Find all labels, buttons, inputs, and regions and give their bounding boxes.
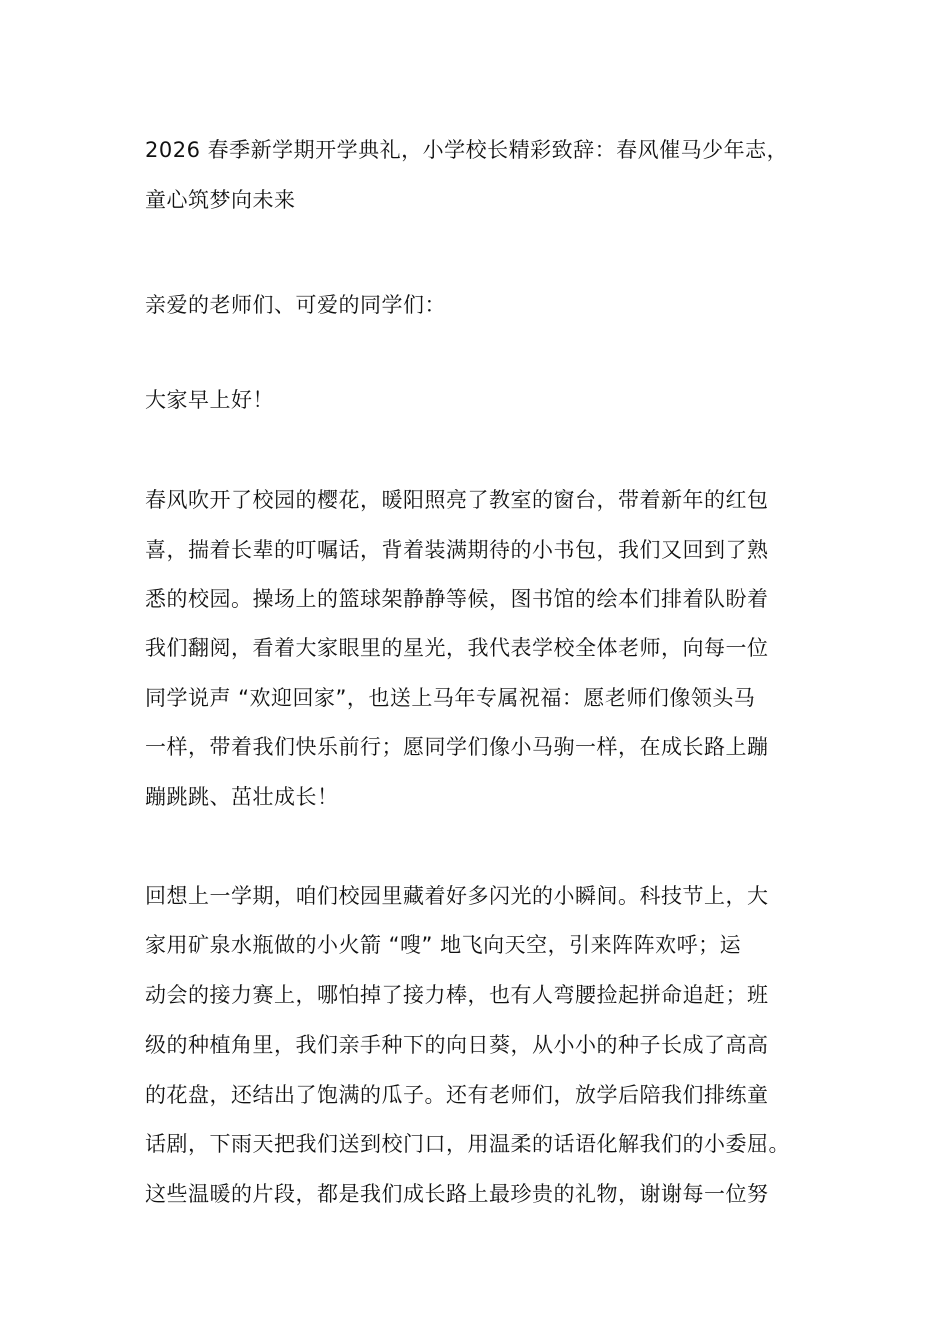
paragraph-1-line-2: 喜，揣着长辈的叮嘱话，背着装满期待的小书包，我们又回到了熟 [145,538,769,562]
paragraph-1-line-4: 我们翻阅，看着大家眼里的星光，我代表学校全体老师，向每一位 [145,636,769,660]
greeting: 大家早上好！ [145,388,274,412]
title-line-1: 2026 春季新学期开学典礼，小学校长精彩致辞：春风催马少年志， [145,138,789,162]
paragraph-2-line-7: 这些温暖的片段，都是我们成长路上最珍贵的礼物，谢谢每一位努 [145,1182,769,1206]
paragraph-1-line-3: 悉的校园。操场上的篮球架静静等候，图书馆的绘本们排着队盼着 [145,587,769,611]
paragraph-2-line-2: 家用矿泉水瓶做的小火箭 “嗖” 地飞向天空，引来阵阵欢呼；运 [145,933,742,957]
paragraph-1-line-5: 同学说声 “欢迎回家”，也送上马年专属祝福：愿老师们像领头马 [145,686,756,710]
salutation: 亲爱的老师们、可爱的同学们： [145,293,446,317]
paragraph-2-line-1: 回想上一学期，咱们校园里藏着好多闪光的小瞬间。科技节上，大 [145,884,769,908]
paragraph-1-line-1: 春风吹开了校园的樱花，暖阳照亮了教室的窗台，带着新年的红包 [145,488,769,512]
paragraph-2-line-3: 动会的接力赛上，哪怕掉了接力棒，也有人弯腰捡起拼命追赶；班 [145,983,769,1007]
title-line-2: 童心筑梦向未来 [145,188,296,212]
paragraph-1-line-6: 一样，带着我们快乐前行；愿同学们像小马驹一样，在成长路上蹦 [145,735,769,759]
paragraph-1-line-7: 蹦跳跳、茁壮成长！ [145,785,339,809]
paragraph-2-line-6: 话剧，下雨天把我们送到校门口，用温柔的话语化解我们的小委屈。 [145,1132,790,1156]
paragraph-2-line-4: 级的种植角里，我们亲手种下的向日葵，从小小的种子长成了高高 [145,1033,769,1057]
paragraph-2-line-5: 的花盘，还结出了饱满的瓜子。还有老师们，放学后陪我们排练童 [145,1083,769,1107]
